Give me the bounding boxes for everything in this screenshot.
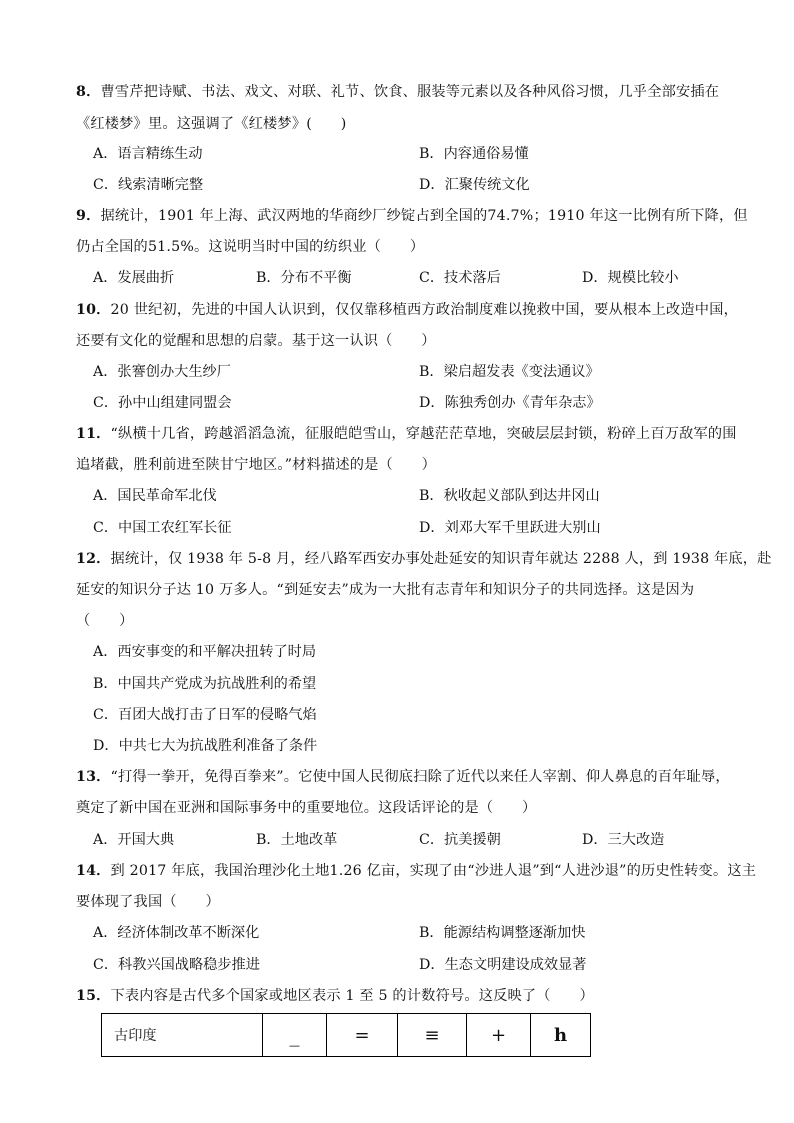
- symbol-3: ≡: [398, 1014, 467, 1057]
- question-number: 9．: [76, 208, 101, 224]
- question-number: 15．: [76, 988, 111, 1004]
- symbol-2: =: [327, 1014, 398, 1057]
- question-12-line-2: 延安的知识分子达 10 万多人。“到延安去”成为一大批有志青年和知识分子的共同选择。这是因为: [76, 582, 695, 598]
- q8-option-c: C．线索清晰完整: [93, 177, 204, 193]
- question-14-line-2: 要体现了我国（ ）: [76, 894, 220, 910]
- question-11-line-1: 11．“纵横十几省，跨越滔滔急流，征服皑皑雪山，穿越茫茫草地，突破层层封锁，粉碎上百万敌军的围: [76, 426, 737, 442]
- q9-option-c: C．技术落后: [419, 270, 501, 286]
- q13-option-a: A．开国大典: [93, 832, 175, 848]
- question-13-line-2: 奠定了新中国在亚洲和国际事务中的重要地位。这段话评论的是（ ）: [76, 800, 537, 816]
- q10-option-b: B．梁启超发表《变法通议》: [419, 364, 600, 380]
- q13-option-b: B．土地改革: [256, 832, 338, 848]
- symbol-1: _: [263, 1014, 327, 1057]
- q14-option-c: C．科教兴国战略稳步推进: [93, 957, 260, 973]
- q11-option-c: C．中国工农红军长征: [93, 520, 232, 536]
- counting-symbols-table: [101, 1013, 591, 1057]
- q13-option-d: D．三大改造: [582, 832, 665, 848]
- q10-option-c: C．孙中山组建同盟会: [93, 395, 232, 411]
- question-8-line-2: 《红楼梦》里。这强调了《红楼梦》( ): [76, 116, 347, 132]
- question-11-line-2: 追堵截，胜利前进至陕甘宁地区。”材料描述的是（ ）: [76, 457, 437, 473]
- q9-option-b: B．分布不平衡: [256, 270, 352, 286]
- q11-option-d: D．刘邓大军千里跃进大别山: [419, 520, 601, 536]
- question-15-line-1: 15．下表内容是古代多个国家或地区表示 1 至 5 的计数符号。这反映了（ ）: [76, 988, 594, 1004]
- q8-option-d: D．汇聚传统文化: [419, 177, 530, 193]
- q11-option-a: A．国民革命军北伐: [93, 488, 217, 504]
- question-number: 11．: [76, 426, 111, 442]
- table-row: [102, 1014, 591, 1057]
- symbol-5: h: [531, 1014, 591, 1057]
- symbol-4: +: [467, 1014, 531, 1057]
- q12-option-d: D．中共七大为抗战胜利准备了条件: [93, 738, 318, 754]
- q12-option-a: A．西安事变的和平解决扭转了时局: [93, 644, 317, 660]
- q10-option-a: A．张謇创办大生纱厂: [93, 364, 231, 380]
- q8-option-a: A．语言精练生动: [93, 146, 203, 162]
- question-14-line-1: 14．到 2017 年底，我国治理沙化土地1.26 亿亩，实现了由“沙进人退”到“人进沙退”的历史性转变。这主: [76, 863, 757, 879]
- question-number: 13．: [76, 769, 111, 785]
- q8-option-b: B．内容通俗易懂: [419, 146, 529, 162]
- q13-option-c: C．抗美援朝: [419, 832, 501, 848]
- q14-option-b: B．能源结构调整逐渐加快: [419, 925, 586, 941]
- q14-option-a: A．经济体制改革不断深化: [93, 925, 260, 941]
- q14-option-d: D．生态文明建设成效显著: [419, 957, 587, 973]
- q9-option-a: A．发展曲折: [93, 270, 175, 286]
- region-label: 古印度: [102, 1014, 263, 1057]
- q10-option-d: D．陈独秀创办《青年杂志》: [419, 395, 601, 411]
- question-number: 8．: [76, 84, 101, 100]
- question-12-line-3: （ ）: [76, 613, 134, 629]
- question-number: 14．: [76, 863, 111, 879]
- question-number: 10．: [76, 302, 111, 318]
- question-number: 12．: [76, 551, 111, 567]
- question-9-line-2: 仍占全国的51.5%。这说明当时中国的纺织业（ ）: [76, 239, 425, 255]
- question-12-line-1: 12．据统计，仅 1938 年 5-8 月，经八路军西安办事处赴延安的知识青年就达 2288 人，到 1938 年底，赴: [76, 551, 772, 567]
- question-13-line-1: 13．“打得一拳开，免得百拳来”。它使中国人民彻底扫除了近代以来任人宰割、仰人鼻息的百年耻辱，: [76, 769, 730, 785]
- question-10-line-1: 10．20 世纪初，先进的中国人认识到，仅仅靠移植西方政治制度难以挽救中国，要从根本上改造中国，: [76, 302, 738, 318]
- question-10-line-2: 还要有文化的觉醒和思想的启蒙。基于这一认识（ ）: [76, 333, 436, 349]
- question-9-line-1: 9．据统计，1901 年上海、武汉两地的华商纱厂纱锭占到全国的74.7%；1910 年这一比例有所下降，但: [76, 208, 748, 224]
- q12-option-b: B．中国共产党成为抗战胜利的希望: [93, 676, 317, 692]
- q12-option-c: C．百团大战打击了日军的侵略气焰: [93, 707, 317, 723]
- question-8-line-1: 8．曹雪芹把诗赋、书法、戏文、对联、礼节、饮食、服装等元素以及各种风俗习惯，几乎全部安插在: [76, 84, 720, 100]
- q9-option-d: D．规模比较小: [582, 270, 679, 286]
- q11-option-b: B．秋收起义部队到达井冈山: [419, 488, 600, 504]
